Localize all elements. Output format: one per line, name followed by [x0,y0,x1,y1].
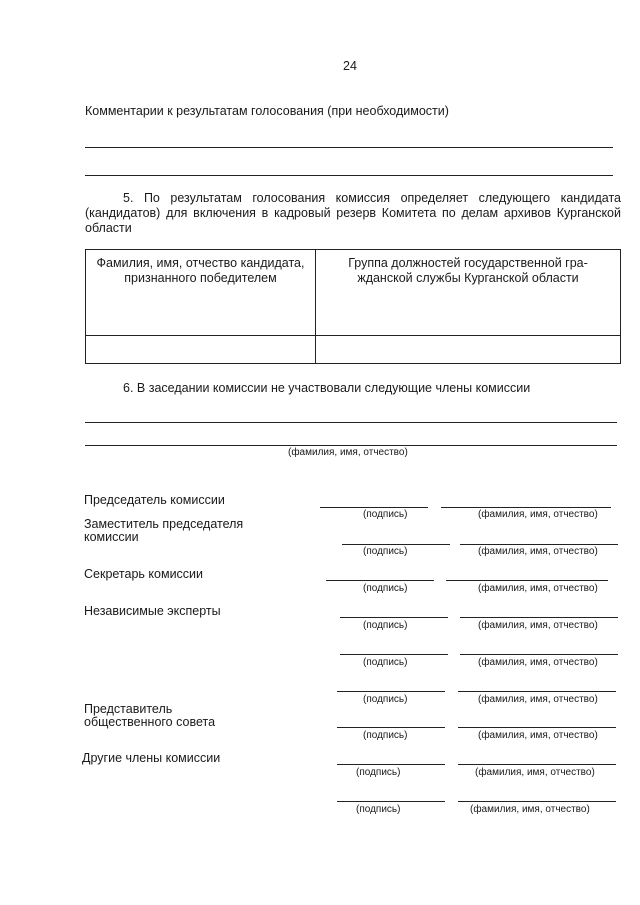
absent-line-2 [85,445,617,446]
chairman-signature-line [320,507,428,508]
other-2-fio-caption: (фамилия, имя, отчество) [470,804,590,815]
table-header-candidate: Фамилия, имя, отчество кандидата, признанного победителем [86,250,316,336]
table-header-position-group: Группа должностей государственной гра-жданской службы Курганской области [316,250,621,336]
chairman-fio-caption: (фамилия, имя, отчество) [478,509,598,520]
other-1-fio-line [458,764,616,765]
deputy-fio-line [460,544,618,545]
deputy-signature-line [342,544,450,545]
other-1-signature-line [337,764,445,765]
comments-line-2 [85,175,613,176]
table-row [86,336,621,364]
expert-2-fio-caption: (фамилия, имя, отчество) [478,657,598,668]
role-other-members: Другие члены комиссии [82,751,221,765]
fio-caption: (фамилия, имя, отчество) [288,447,408,458]
secretary-signature-line [326,580,434,581]
other-2-signature-line [337,801,445,802]
expert-3-signature-caption: (подпись) [363,694,408,705]
candidates-table [85,249,621,364]
secretary-fio-caption: (фамилия, имя, отчество) [478,583,598,594]
secretary-signature-caption: (подпись) [363,583,408,594]
comments-line-1 [85,147,613,148]
expert-1-signature-caption: (подпись) [363,620,408,631]
chairman-fio-line [441,507,611,508]
expert-1-fio-line [460,617,618,618]
public-rep-signature-caption: (подпись) [363,730,408,741]
comments-label: Комментарии к результатам голосования (при необходимости) [85,104,449,118]
expert-2-signature-line [340,654,448,655]
section-5-text: 5. По результатам голосования комиссия определяет следующего кандидата (кандидатов) для включения в кадровый резерв Комитета по делам архивов Курганской области [85,191,621,235]
deputy-fio-caption: (фамилия, имя, отчество) [478,546,598,557]
expert-3-fio-caption: (фамилия, имя, отчество) [478,694,598,705]
public-rep-fio-caption: (фамилия, имя, отчество) [478,730,598,741]
role-independent-experts: Независимые эксперты [84,604,221,618]
expert-2-fio-line [460,654,618,655]
expert-1-signature-line [340,617,448,618]
chairman-signature-caption: (подпись) [363,509,408,520]
expert-1-fio-caption: (фамилия, имя, отчество) [478,620,598,631]
deputy-signature-caption: (подпись) [363,546,408,557]
role-public-council-rep: Представитель общественного совета [84,702,216,729]
other-1-signature-caption: (подпись) [356,767,401,778]
table-header-row [86,250,621,336]
other-2-signature-caption: (подпись) [356,804,401,815]
expert-2-signature-caption: (подпись) [363,657,408,668]
absent-line-1 [85,422,617,423]
role-secretary: Секретарь комиссии [84,567,204,581]
other-1-fio-caption: (фамилия, имя, отчество) [475,767,595,778]
expert-3-signature-line [337,691,445,692]
public-rep-fio-line [458,727,616,728]
other-2-fio-line [458,801,616,802]
table-cell-candidate[interactable] [86,336,316,364]
role-chairman: Председатель комиссии [84,493,225,507]
section-6-text: 6. В заседании комиссии не участвовали следующие члены комиссии [123,381,531,395]
secretary-fio-line [446,580,608,581]
table-cell-position-group[interactable] [316,336,621,364]
public-rep-signature-line [337,727,445,728]
role-deputy-chairman: Заместитель председателя комиссии [84,517,244,544]
expert-3-fio-line [458,691,616,692]
page-number: 24 [343,59,357,73]
